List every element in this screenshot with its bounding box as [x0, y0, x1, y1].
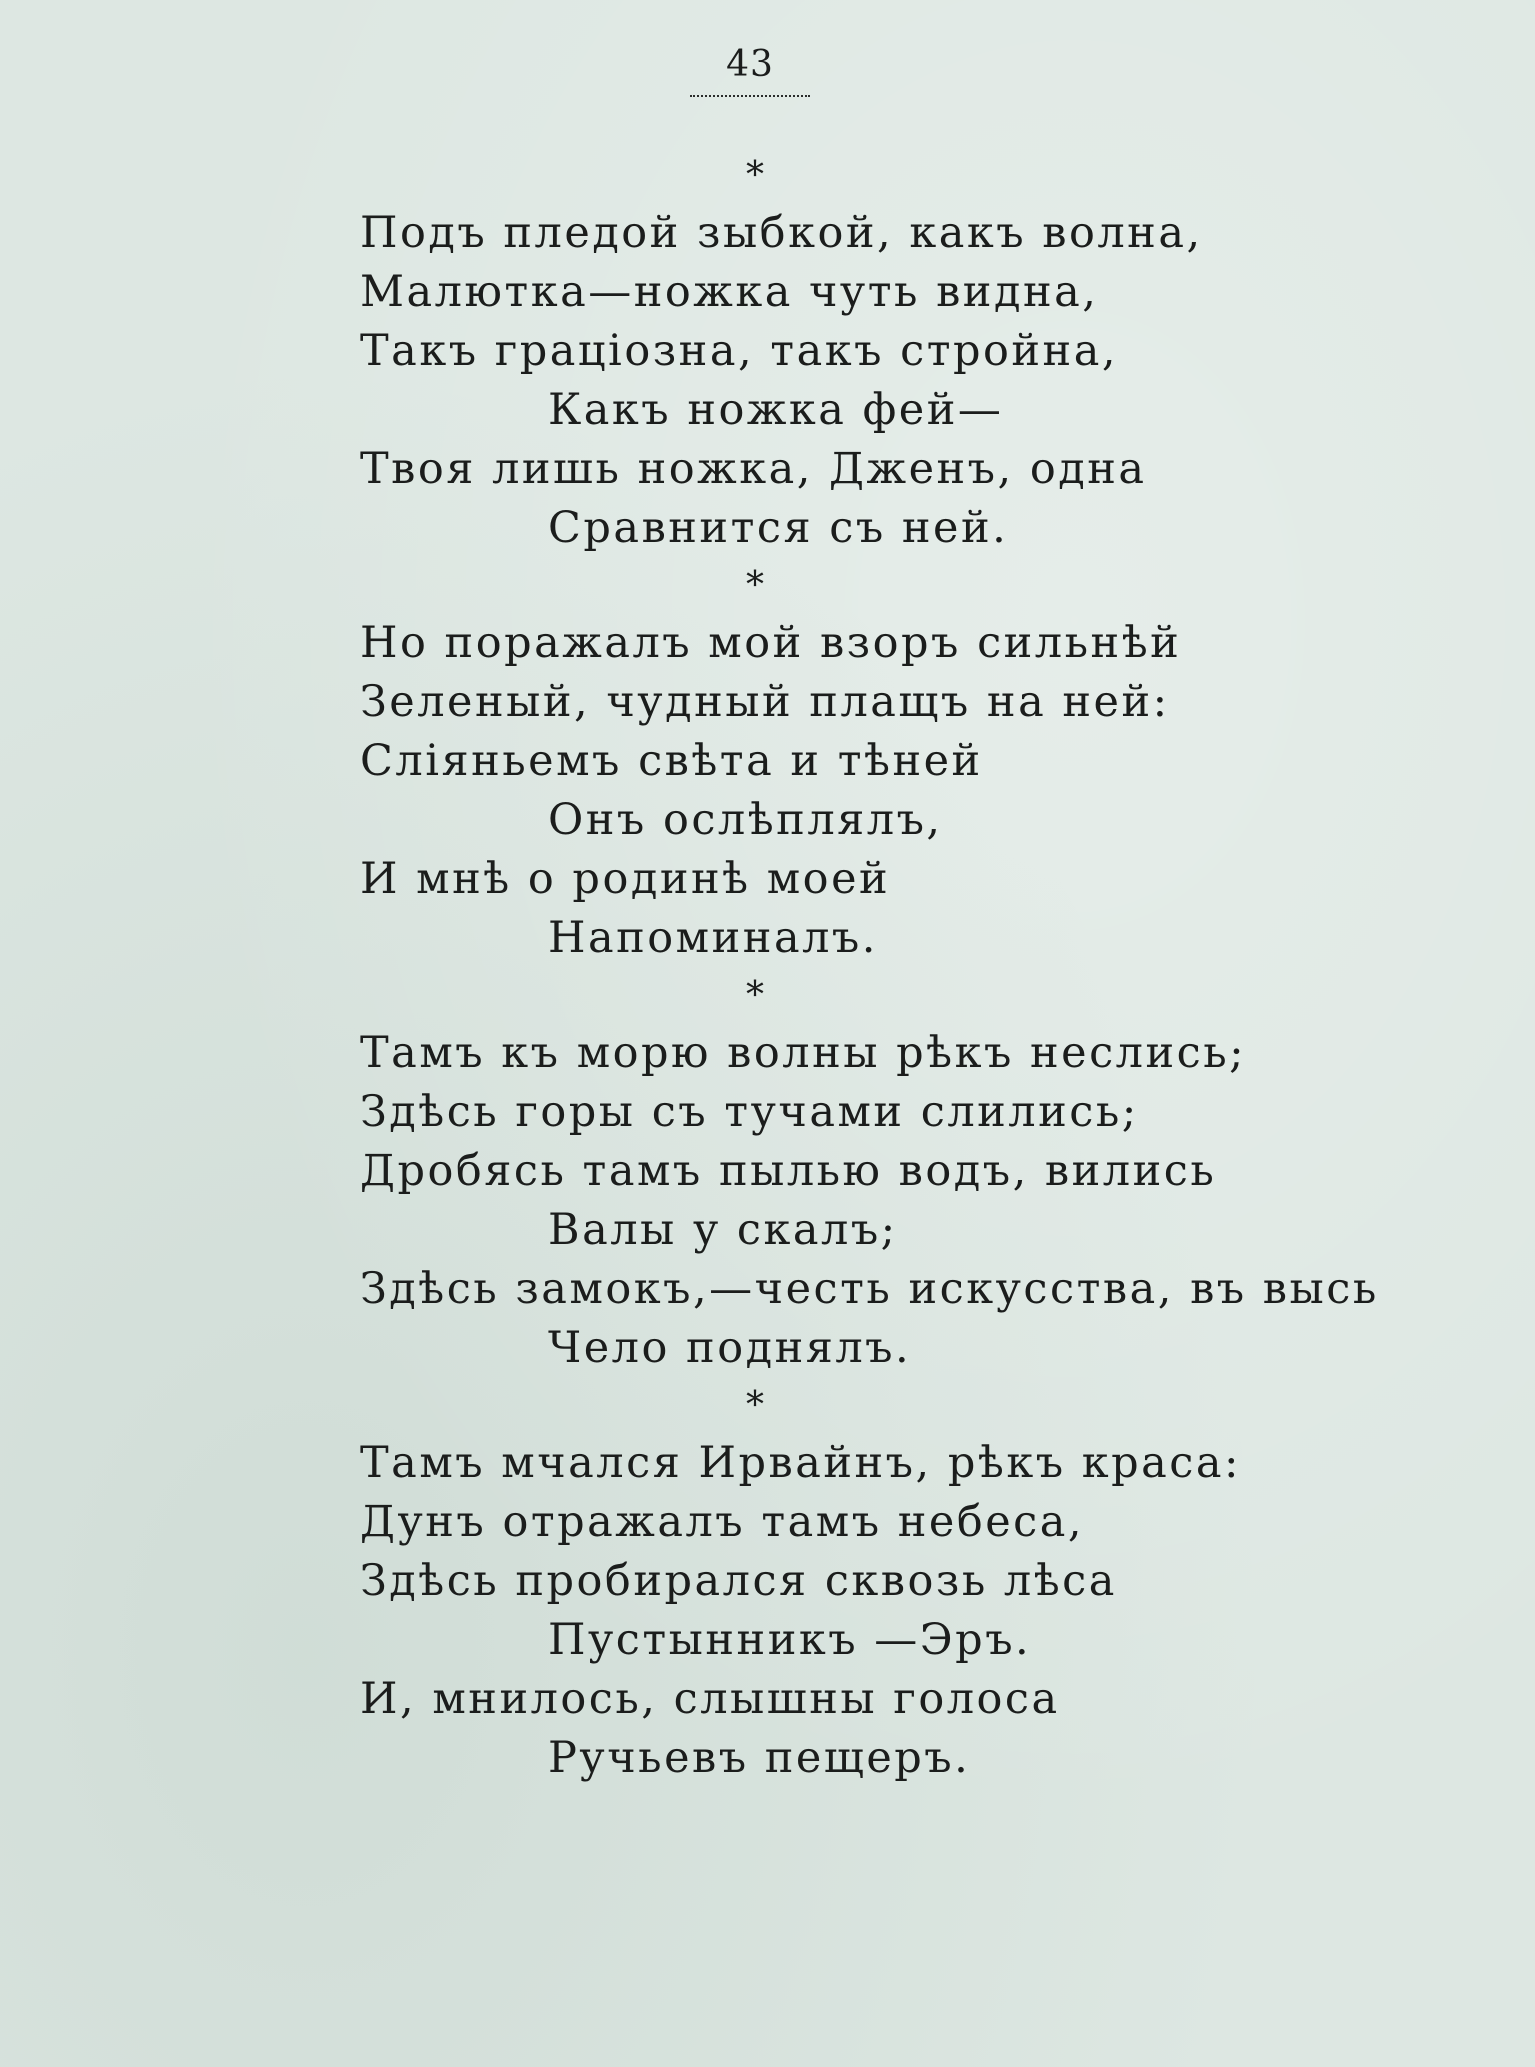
verse-line-indented: Напоминалъ.	[548, 913, 878, 963]
stanza-divider: *	[746, 565, 764, 606]
verse-line-indented: Валы у скалъ;	[548, 1205, 898, 1255]
page-number-rule	[690, 95, 810, 97]
verse-line: Малютка—ножка чуть видна,	[360, 267, 1099, 317]
verse-line-indented: Чело поднялъ.	[548, 1323, 912, 1373]
verse-line: И, мнилось, слышны голоса	[360, 1674, 1060, 1724]
verse-line: Здѣсь горы съ тучами слились;	[360, 1087, 1139, 1137]
verse-line-indented: Какъ ножка фей—	[548, 385, 1004, 435]
verse-line-indented: Ручьевъ пещеръ.	[548, 1733, 971, 1783]
verse-line: Зеленый, чудный плащъ на ней:	[360, 677, 1170, 727]
verse-line: Такъ граціозна, такъ стройна,	[360, 326, 1119, 376]
verse-line: Здѣсь пробирался сквозь лѣса	[360, 1556, 1117, 1606]
verse-line: Здѣсь замокъ,—честь искусства, въ высь	[360, 1264, 1379, 1314]
verse-line: Дробясь тамъ пылью водъ, вились	[360, 1146, 1217, 1196]
verse-line-indented: Пустынникъ —Эръ.	[548, 1615, 1032, 1665]
stanza-3	[360, 968, 1460, 1378]
verse-line: Твоя лишь ножка, Дженъ, одна	[360, 444, 1147, 494]
stanza-4	[360, 1378, 1460, 1788]
verse-line-indented: Сравнится съ ней.	[548, 503, 1009, 553]
page-number: 43	[726, 44, 774, 85]
verse-line: Сліяньемъ свѣта и тѣней	[360, 736, 983, 786]
verse-line: Тамъ мчался Ирвайнъ, рѣкъ краса:	[360, 1438, 1241, 1488]
verse-line: Тамъ къ морю волны рѣкъ неслись;	[360, 1028, 1247, 1078]
verse-line: Подъ пледой зыбкой, какъ волна,	[360, 208, 1203, 258]
stanza-divider: *	[746, 155, 764, 196]
verse-line: Дунъ отражалъ тамъ небеса,	[360, 1497, 1085, 1547]
stanza-divider: *	[746, 975, 764, 1016]
verse-line-indented: Онъ ослѣплялъ,	[548, 795, 943, 845]
stanza-2	[360, 558, 1460, 968]
stanza-1	[360, 148, 1460, 558]
stanza-divider: *	[746, 1385, 764, 1426]
verse-line: Но поражалъ мой взоръ сильнѣй	[360, 618, 1182, 668]
verse-line: И мнѣ о родинѣ моей	[360, 854, 891, 904]
poem	[360, 148, 1460, 1788]
